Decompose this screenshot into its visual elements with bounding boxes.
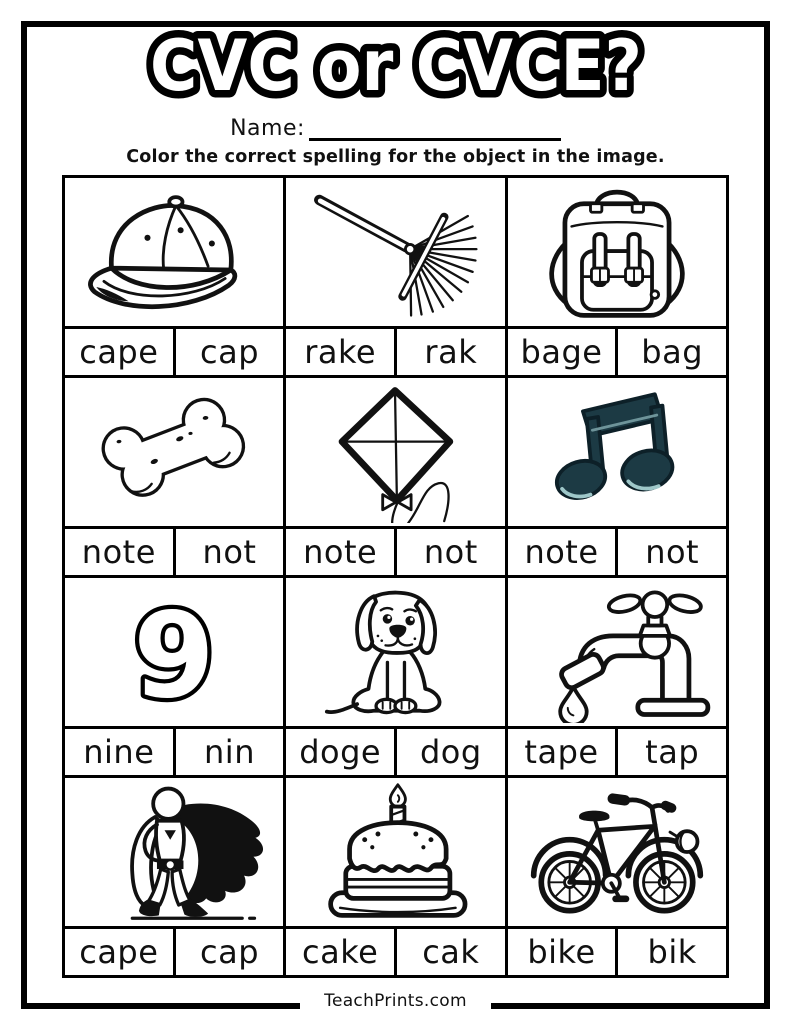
word-row-tap: [508, 729, 726, 775]
image-baseball-cap: [65, 178, 283, 326]
birthday-cake-icon: [287, 781, 503, 923]
image-number-nine: [65, 578, 283, 726]
name-blank-line[interactable]: [309, 112, 561, 141]
bone-icon: [66, 381, 282, 523]
baseball-cap-icon: [66, 181, 282, 323]
word-cvc-bik[interactable]: bik: [618, 929, 726, 975]
word-row-cake: [286, 929, 504, 975]
footer-site-text: TeachPrints.com: [300, 991, 491, 1011]
word-row-dog: [286, 729, 504, 775]
word-row-cape: [65, 929, 283, 975]
image-rake: [286, 178, 504, 326]
word-cvc-nin[interactable]: nin: [176, 729, 284, 775]
rake-icon: [287, 181, 503, 323]
word-cvc-dog[interactable]: dog: [397, 729, 505, 775]
word-row-bag: [508, 329, 726, 375]
image-bone: [65, 378, 283, 526]
backpack-icon: [512, 181, 722, 323]
title-bubble-art: [136, 22, 656, 110]
word-row-nine: [65, 729, 283, 775]
instruction-text: Color the correct spelling for the object in the image.: [126, 147, 665, 167]
word-row-kite: [286, 529, 504, 575]
cell-cake: [286, 778, 504, 975]
word-cvce-cake[interactable]: cake: [286, 929, 394, 975]
faucet-tap-icon: [512, 581, 722, 723]
number-nine-icon: [66, 581, 282, 723]
word-cvce-note-3[interactable]: note: [508, 529, 616, 575]
header: [0, 22, 791, 110]
cell-nine: [65, 578, 283, 775]
word-cvce-cape[interactable]: cape: [65, 329, 173, 375]
word-cvc-not-1[interactable]: not: [176, 529, 284, 575]
superhero-cape-icon: [66, 781, 282, 923]
word-row-bone: [65, 529, 283, 575]
image-faucet-tap: [508, 578, 726, 726]
word-cvce-bage[interactable]: bage: [508, 329, 616, 375]
footer: [0, 991, 791, 1011]
word-cvc-cap[interactable]: cap: [176, 329, 284, 375]
puppy-dog-icon: [287, 581, 503, 723]
image-kite: [286, 378, 504, 526]
cell-cape: [65, 778, 283, 975]
word-cvce-doge[interactable]: doge: [286, 729, 394, 775]
word-row-bike: [508, 929, 726, 975]
word-cvce-rake[interactable]: rake: [286, 329, 394, 375]
kite-icon: [287, 381, 503, 523]
word-cvc-tap[interactable]: tap: [618, 729, 726, 775]
bicycle-icon: [512, 781, 722, 923]
name-label: Name:: [230, 116, 305, 141]
word-cvc-not-3[interactable]: not: [618, 529, 726, 575]
image-puppy-dog: [286, 578, 504, 726]
cell-bag: [508, 178, 726, 375]
word-cvc-not-2[interactable]: not: [397, 529, 505, 575]
word-cvc-bag[interactable]: bag: [618, 329, 726, 375]
worksheet-grid: [62, 175, 729, 978]
word-cvce-note-2[interactable]: note: [286, 529, 394, 575]
image-music-note: [508, 378, 726, 526]
image-superhero-cape: [65, 778, 283, 926]
word-cvce-cape-2[interactable]: cape: [65, 929, 173, 975]
cell-rake: [286, 178, 504, 375]
word-cvce-nine[interactable]: nine: [65, 729, 173, 775]
word-cvce-bike[interactable]: bike: [508, 929, 616, 975]
image-bicycle: [508, 778, 726, 926]
cell-bone: [65, 378, 283, 575]
page-title: CVC or CVCE?: [149, 25, 642, 107]
cell-bike: [508, 778, 726, 975]
cell-dog: [286, 578, 504, 775]
cell-kite: [286, 378, 504, 575]
word-cvc-cap-2[interactable]: cap: [176, 929, 284, 975]
word-row-rake: [286, 329, 504, 375]
word-cvc-rak[interactable]: rak: [397, 329, 505, 375]
image-birthday-cake: [286, 778, 504, 926]
music-note-icon: [512, 381, 722, 523]
word-row-note: [508, 529, 726, 575]
cell-cap: [65, 178, 283, 375]
word-cvc-cak[interactable]: cak: [397, 929, 505, 975]
word-cvce-tape[interactable]: tape: [508, 729, 616, 775]
name-row: [0, 112, 791, 141]
word-row-cap: [65, 329, 283, 375]
svg-text:9: 9: [133, 587, 215, 723]
cell-tap: [508, 578, 726, 775]
image-backpack: [508, 178, 726, 326]
cell-music-note: [508, 378, 726, 575]
word-cvce-note-1[interactable]: note: [65, 529, 173, 575]
